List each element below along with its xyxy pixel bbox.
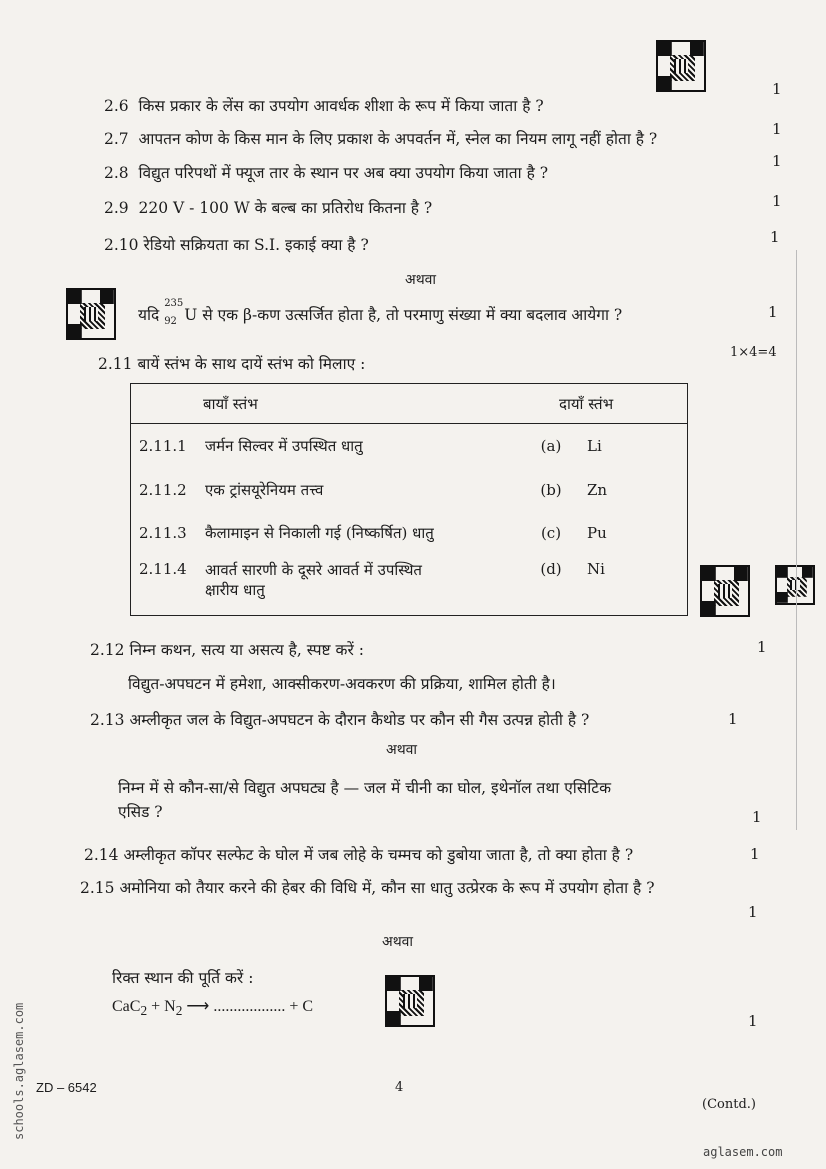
site-watermark: aglasem.com — [703, 1145, 783, 1159]
table-row: 2.11.1 जर्मन सिल्वर में उपस्थित धातु (a) Li — [139, 437, 602, 456]
marks-2-10: 1 — [770, 228, 780, 246]
question-2-10: 2.10 रेडियो सक्रियता का S.I. इकाई क्या है ? — [104, 236, 369, 254]
table-row: 2.11.3 कैलामाइन से निकाली गई (निष्कर्षित) धातु (c) Pu — [139, 523, 607, 542]
marks-2-8: 1 — [772, 152, 782, 170]
or-label-2: अथवा — [386, 742, 418, 758]
marks-2-15-alternative: 1 — [748, 1012, 758, 1030]
question-2-7: 2.7 आपतन कोण के किस मान के लिए प्रकाश के अपवर्तन में, स्नेल का नियम लागू नहीं होता है ? — [104, 130, 658, 148]
question-2-13: 2.13 अम्लीकृत जल के विद्युत-अपघटन के दौरान कैथोड पर कौन सी गैस उत्पन्न होती है ? — [90, 711, 590, 729]
qr-code-top-right — [656, 40, 706, 92]
question-2-11: 2.11 बायें स्तंभ के साथ दायें स्तंभ को मिलाए : — [98, 355, 366, 373]
qr-code-far-right — [775, 565, 815, 605]
question-2-12: 2.12 निम्न कथन, सत्य या असत्य है, स्पष्ट करें : — [90, 641, 364, 659]
side-watermark: schools.aglasem.com — [12, 1002, 26, 1140]
marks-2-10-alternative: 1 — [768, 303, 778, 321]
question-2-13-alternative-line1: निम्न में से कौन-सा/से विद्युत अपघट्य है — जल में चीनी का घोल, इथेनॉल तथा एसिटिक — [118, 779, 612, 797]
qr-code-mid-right — [700, 565, 750, 617]
marks-2-15: 1 — [748, 903, 758, 921]
question-2-13-alternative-line2: एसिड ? — [118, 803, 163, 821]
qr-code-bottom — [385, 975, 435, 1027]
marks-2-13-alternative: 1 — [752, 808, 762, 826]
nuclide-notation: 235 92 — [164, 298, 184, 327]
marks-2-14: 1 — [750, 845, 760, 863]
question-2-8: 2.8 विद्युत परिपथों में फ्यूज तार के स्थान पर अब क्या उपयोग किया जाता है ? — [104, 164, 549, 182]
paper-code: ZD – 6542 — [36, 1080, 97, 1095]
marks-2-12: 1 — [757, 638, 767, 656]
marks-2-13: 1 — [728, 710, 738, 728]
question-2-6: 2.6 किस प्रकार के लेंस का उपयोग आवर्धक शीशा के रूप में किया जाता है ? — [104, 97, 544, 115]
header-left-column: बायाँ स्तंभ — [203, 394, 258, 413]
question-2-14: 2.14 अम्लीकृत कॉपर सल्फेट के घोल में जब लोहे के चम्मच को डुबोया जाता है, तो क्या होता है ? — [84, 846, 634, 864]
or-label-3: अथवा — [382, 934, 414, 950]
table-row: 2.11.2 एक ट्रांसयूरेनियम तत्त्व (b) Zn — [139, 480, 608, 499]
marks-2-7: 1 — [772, 120, 782, 138]
question-2-15: 2.15 अमोनिया को तैयार करने की हेबर की विधि में, कौन सा धातु उत्प्रेरक के रूप में उपयोग होता है ? — [80, 879, 655, 897]
statement-2-12: विद्युत-अपघटन में हमेशा, आक्सीकरण-अवकरण की प्रक्रिया, शामिल होती है। — [128, 675, 556, 693]
table-row: 2.11.4 आवर्त सारणी के दूसरे आवर्त में उपस्थित क्षारीय धातु (d) Ni — [139, 560, 605, 600]
marks-2-6: 1 — [772, 80, 782, 98]
matching-table-header — [131, 384, 688, 424]
question-2-15-alternative: रिक्त स्थान की पूर्ति करें : — [112, 969, 254, 987]
header-right-column: दायाँ स्तंभ — [559, 394, 614, 413]
marks-2-9: 1 — [772, 192, 782, 210]
qr-code-left — [66, 288, 116, 340]
page-number: 4 — [395, 1080, 404, 1095]
matching-table — [130, 383, 688, 616]
or-label-1: अथवा — [405, 272, 437, 288]
scan-edge-line — [796, 250, 797, 830]
contd-label: (Contd.) — [702, 1097, 756, 1112]
question-2-9: 2.9 220 V - 100 W के बल्ब का प्रतिरोध कितना है ? — [104, 199, 433, 217]
question-2-10-alternative: यदि 235 92 U से एक β-कण उत्सर्जित होता है, तो परमाणु संख्या में क्या बदलाव आयेगा ? — [138, 298, 623, 327]
chemical-equation: $CaC_2 + N_2$ ⟶ .................. + C — [112, 998, 314, 1019]
marks-2-11: 1×4=4 — [730, 345, 777, 360]
